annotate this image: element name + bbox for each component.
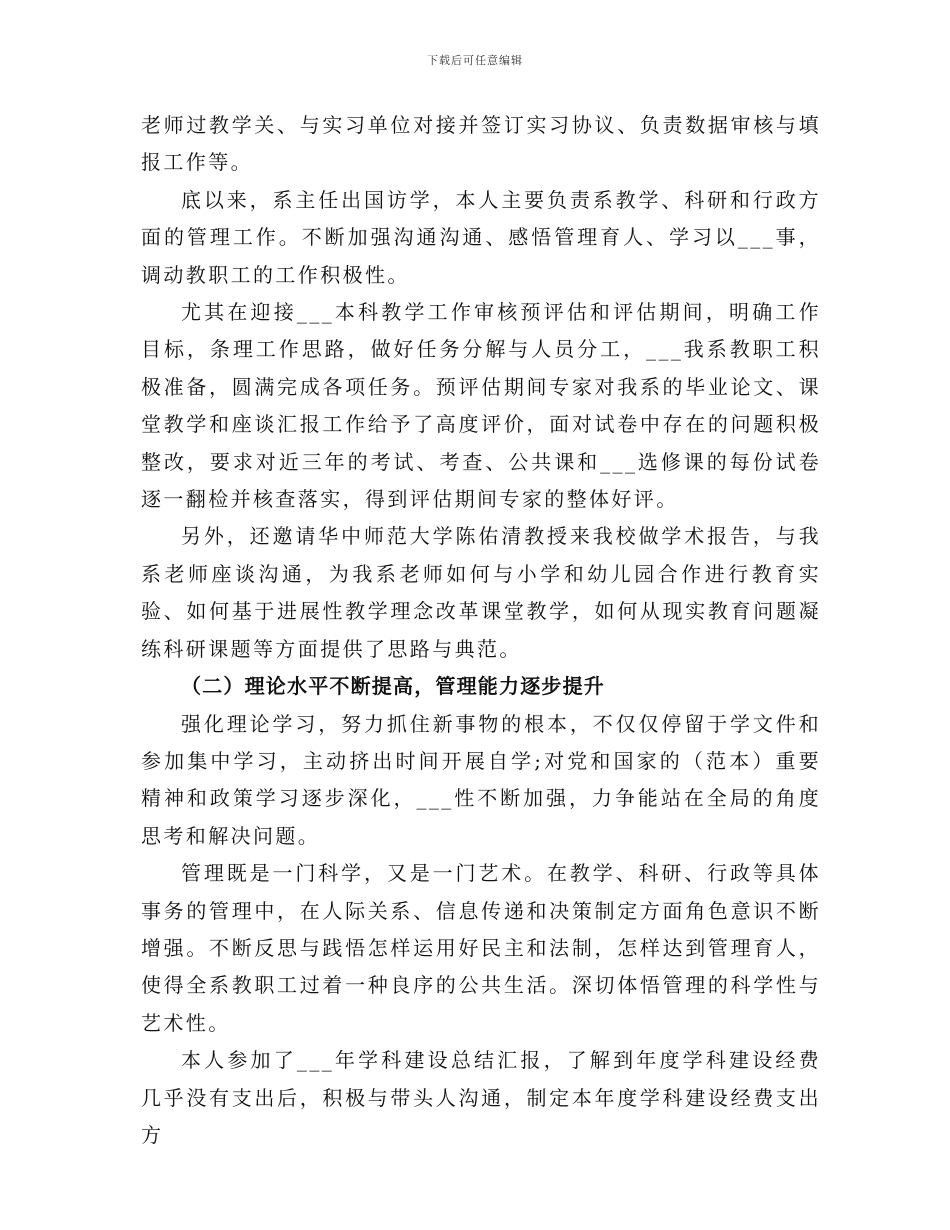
paragraph-theory-study: 强化理论学习，努力抓住新事物的根本，不仅仅停留于学文件和参加集中学习，主动挤出时间开展自学;对党和国家的（范本）重要精神和政策学习逐步深化，___性不断加强，力争能站在全局的角度思考和解决问题。	[141, 711, 821, 848]
paragraph-academic-report: 另外，还邀请华中师范大学陈佑清教授来我校做学术报告，与我系老师座谈沟通，为我系老师如何与小学和幼儿园合作进行教育实验、如何基于进展性教学理念改革课堂教学，如何从现实教育问题凝练科研课题等方面提供了思路与典范。	[141, 524, 821, 661]
paragraph-evaluation: 尤其在迎接___本科教学工作审核预评估和评估期间，明确工作目标，条理工作思路，做好任务分解与人员分工，___我系教职工积极准备，圆满完成各项任务。预评估期间专家对我系的毕业论文、课堂教学和座谈汇报工作给予了高度评价，面对试卷中存在的问题积极整改，要求对近三年的考试、考查、公共课和___选修课的每份试卷逐一翻检并核查落实，得到评估期间专家的整体好评。	[141, 300, 821, 512]
paragraph-management-art: 管理既是一门科学，又是一门艺术。在教学、科研、行政等具体事务的管理中，在人际关系、信息传递和决策制定方面角色意识不断增强。不断反思与践悟怎样运用好民主和法制，怎样达到管理育人，使得全系教职工过着一种良序的公共生活。深切体悟管理的科学性与艺术性。	[141, 861, 821, 1035]
paragraph-department-management: 底以来，系主任出国访学，本人主要负责系教学、科研和行政方面的管理工作。不断加强沟通沟通、感悟管理育人、学习以___事，调动教职工的工作积极性。	[141, 187, 821, 287]
paragraph-discipline-funding: 本人参加了___年学科建设总结汇报，了解到年度学科建设经费几乎没有支出后，积极与带头人沟通，制定本年度学科建设经费支出方	[141, 1048, 821, 1147]
paragraph-continued: 老师过教学关、与实习单位对接并签订实习协议、负责数据审核与填报工作等。	[141, 113, 821, 175]
page-header: 下载后可任意编辑	[427, 54, 523, 67]
section-heading: （二）理论水平不断提高，管理能力逐步提升	[181, 674, 605, 699]
document-body	[141, 107, 821, 1154]
